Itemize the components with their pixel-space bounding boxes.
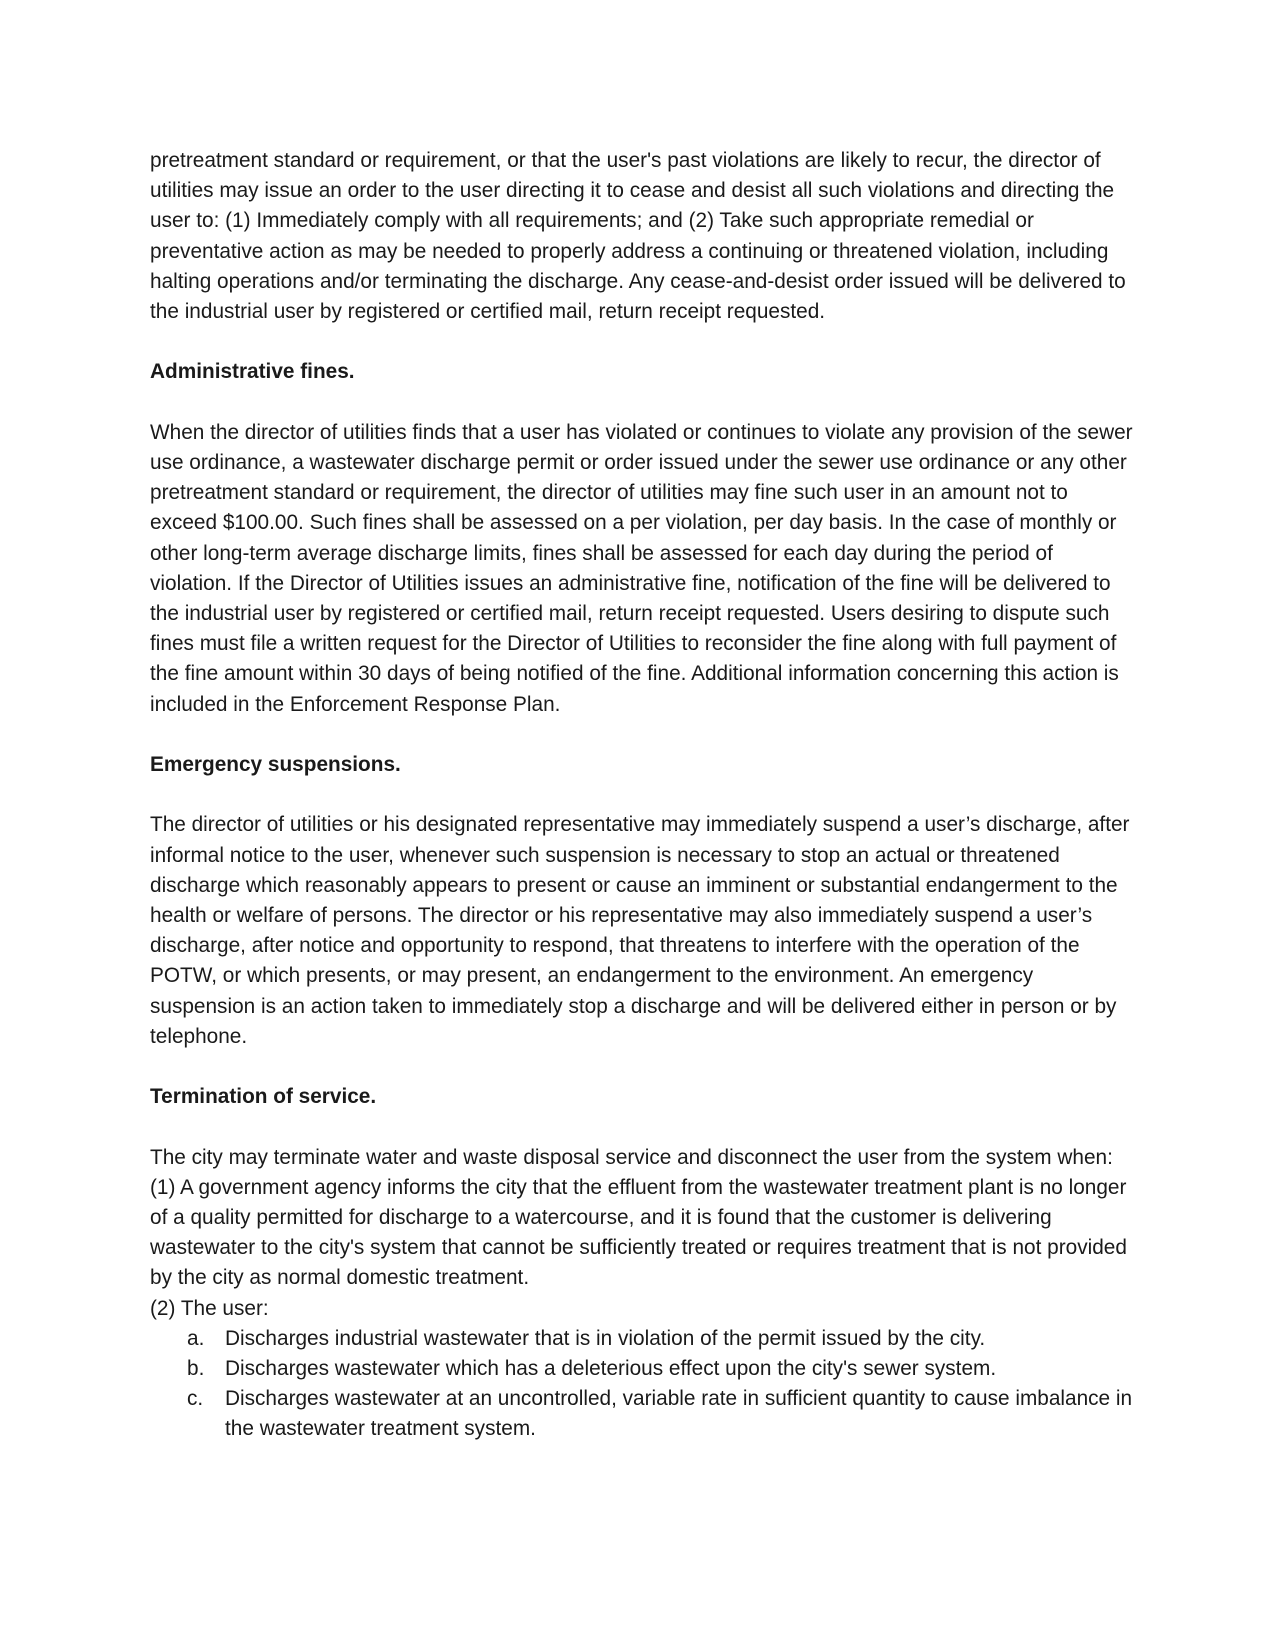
list-item-text: Discharges wastewater which has a deleterious effect upon the city's sewer system. [225,1357,997,1381]
list-marker: c. [187,1387,204,1411]
user-conditions-list [150,1324,1140,1445]
document-page [150,146,1140,1445]
intro-paragraph: pretreatment standard or requirement, or that the user's past violations are likely to recur, the director of utilities may issue an order to the user directing it to cease and desist all such violations and directing the user to: (1) Immediately comply with all requirements; and (2) Take such appropriate remedial or preventative action as may be needed to properly address a continuing or threatened violation, including halting operations and/or terminating the discharge. Any cease-and-desist order issued will be delivered to the industrial user by registered or certified mail, return receipt requested. [150,149,1126,324]
heading-termination-of-service: Termination of service. [150,1085,377,1109]
termination-condition-2: (2) The user: [150,1296,269,1320]
termination-intro-line: The city may terminate water and waste disposal service and disconnect the user from the system when: [150,1145,1113,1169]
heading-administrative-fines: Administrative fines. [150,360,355,384]
list-item-text: Discharges wastewater at an uncontrolled, variable rate in sufficient quantity to cause imbalance in the wastewater treatment system. [225,1387,1133,1441]
list-item [150,1354,1140,1384]
heading-emergency-suspensions: Emergency suspensions. [150,753,401,777]
list-item-text: Discharges industrial wastewater that is in violation of the permit issued by the city. [225,1326,986,1350]
emergency-suspensions-paragraph: The director of utilities or his designated representative may immediately suspend a user’s discharge, after informal notice to the user, whenever such suspension is necessary to stop an actual or threatened discharge which reasonably appears to present or cause an imminent or substantial endangerment to the health or welfare of persons. The director or his representative may also immediately suspend a user’s discharge, after notice and opportunity to respond, that threatens to interfere with the operation of the POTW, or which presents, or may present, an endangerment to the environment. An emergency suspension is an action taken to immediately stop a discharge and will be delivered either in person or by telephone. [150,813,1130,1048]
administrative-fines-paragraph: When the director of utilities finds that a user has violated or continues to violate any provision of the sewer use ordinance, a wastewater discharge permit or order issued under the sewer use ordinance or any other pretreatment standard or requirement, the director of utilities may fine such user in an amount not to exceed $100.00. Such fines shall be assessed on a per violation, per day basis. In the case of monthly or other long-term average discharge limits, fines shall be assessed for each day during the period of violation. If the Director of Utilities issues an administrative fine, notification of the fine will be delivered to the industrial user by registered or certified mail, return receipt requested. Users desiring to dispute such fines must file a written request for the Director of Utilities to reconsider the fine along with full payment of the fine amount within 30 days of being notified of the fine. Additional information concerning this action is included in the Enforcement Response Plan. [150,420,1133,716]
list-item [150,1384,1140,1444]
termination-condition-1: (1) A government agency informs the city that the effluent from the wastewater treatment plant is no longer of a quality permitted for discharge to a watercourse, and it is found that the customer is delivering wastewater to the city's system that cannot be sufficiently treated or requires treatment that is not provided by the city as normal domestic treatment. [150,1175,1127,1290]
list-marker: a. [187,1326,205,1350]
list-marker: b. [187,1357,205,1381]
list-item [150,1324,1140,1354]
